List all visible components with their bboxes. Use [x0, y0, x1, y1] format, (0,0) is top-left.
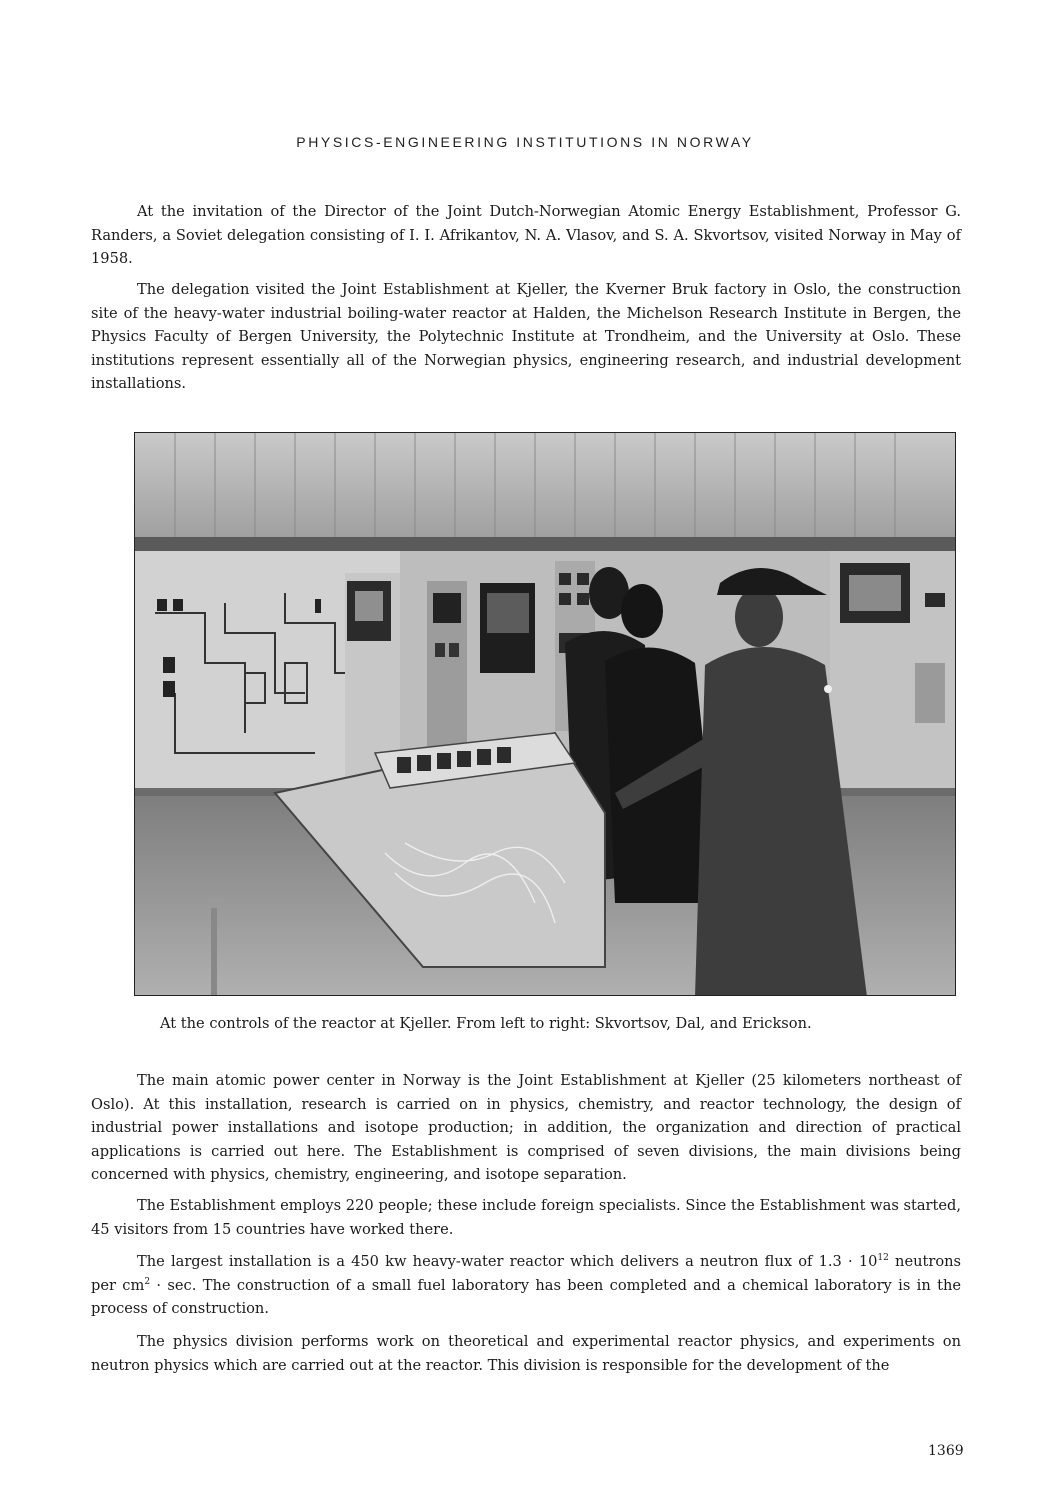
photo-caption: At the controls of the reactor at Kjeller. From left to right: Skvortsov, Dal, and Erickson.: [160, 1015, 812, 1032]
flux-exponent: 12: [877, 1253, 889, 1263]
paragraph-kjeller-center: The main atomic power center in Norway is the Joint Establishment at Kjeller (25 kilometers northeast of Oslo). At this installation, research is carried on in physics, chemistry, and reactor technology, the design of industrial power installations and isotope production; in addition, the organization and direction of practical applications is carried out here. The Establishment is comprised of seven divisions, the main divisions being concerned with physics, chemistry, engineering, and isotope separation.: [91, 1072, 961, 1184]
p5-text-b: neutrons per cm: [91, 1253, 961, 1294]
paragraph-physics-division: The physics division performs work on theoretical and experimental reactor physics, and experiments on neutron physics which are carried out at the reactor. This division is responsible for the development of the: [91, 1333, 961, 1374]
paragraph-invitation: At the invitation of the Director of the Joint Dutch-Norwegian Atomic Energy Establishment, Professor G. Randers, a Soviet delegation consisting of I. I. Afrikantov, N. A. Vlasov, and S. A. Skvortsov, visited Norway in May of 1958.: [91, 203, 961, 268]
p5-text-c: · sec. The construction of a small fuel laboratory has been completed and a chemical laboratory is in the process of construction.: [91, 1276, 961, 1318]
paragraph-largest-installation: [91, 1250, 961, 1321]
reactor-control-room-photo: [134, 432, 956, 996]
article-title: PHYSICS-ENGINEERING INSTITUTIONS IN NORWAY: [296, 134, 754, 150]
p5-text-a: The largest installation is a 450 kw heavy-water reactor which delivers a neutron flux of 1.3 · 10: [137, 1253, 878, 1270]
page-number: 1369: [928, 1443, 964, 1459]
paragraph-delegation-visits: The delegation visited the Joint Establishment at Kjeller, the Kverner Bruk factory in Oslo, the construction site of the heavy-water industrial boiling-water reactor at Halden, the Michelson Research Institute in Bergen, the Physics Faculty of Bergen University, the Polytechnic Institute at Trondheim, and the University at Oslo. These institutions represent essentially all of the Norwegian physics, engineering research, and industrial development installations.: [91, 281, 961, 393]
paragraph-employees: The Establishment employs 220 people; these include foreign specialists. Since the Establishment was started, 45 visitors from 15 countries have worked there.: [91, 1197, 961, 1238]
area-exponent: 2: [144, 1276, 151, 1287]
